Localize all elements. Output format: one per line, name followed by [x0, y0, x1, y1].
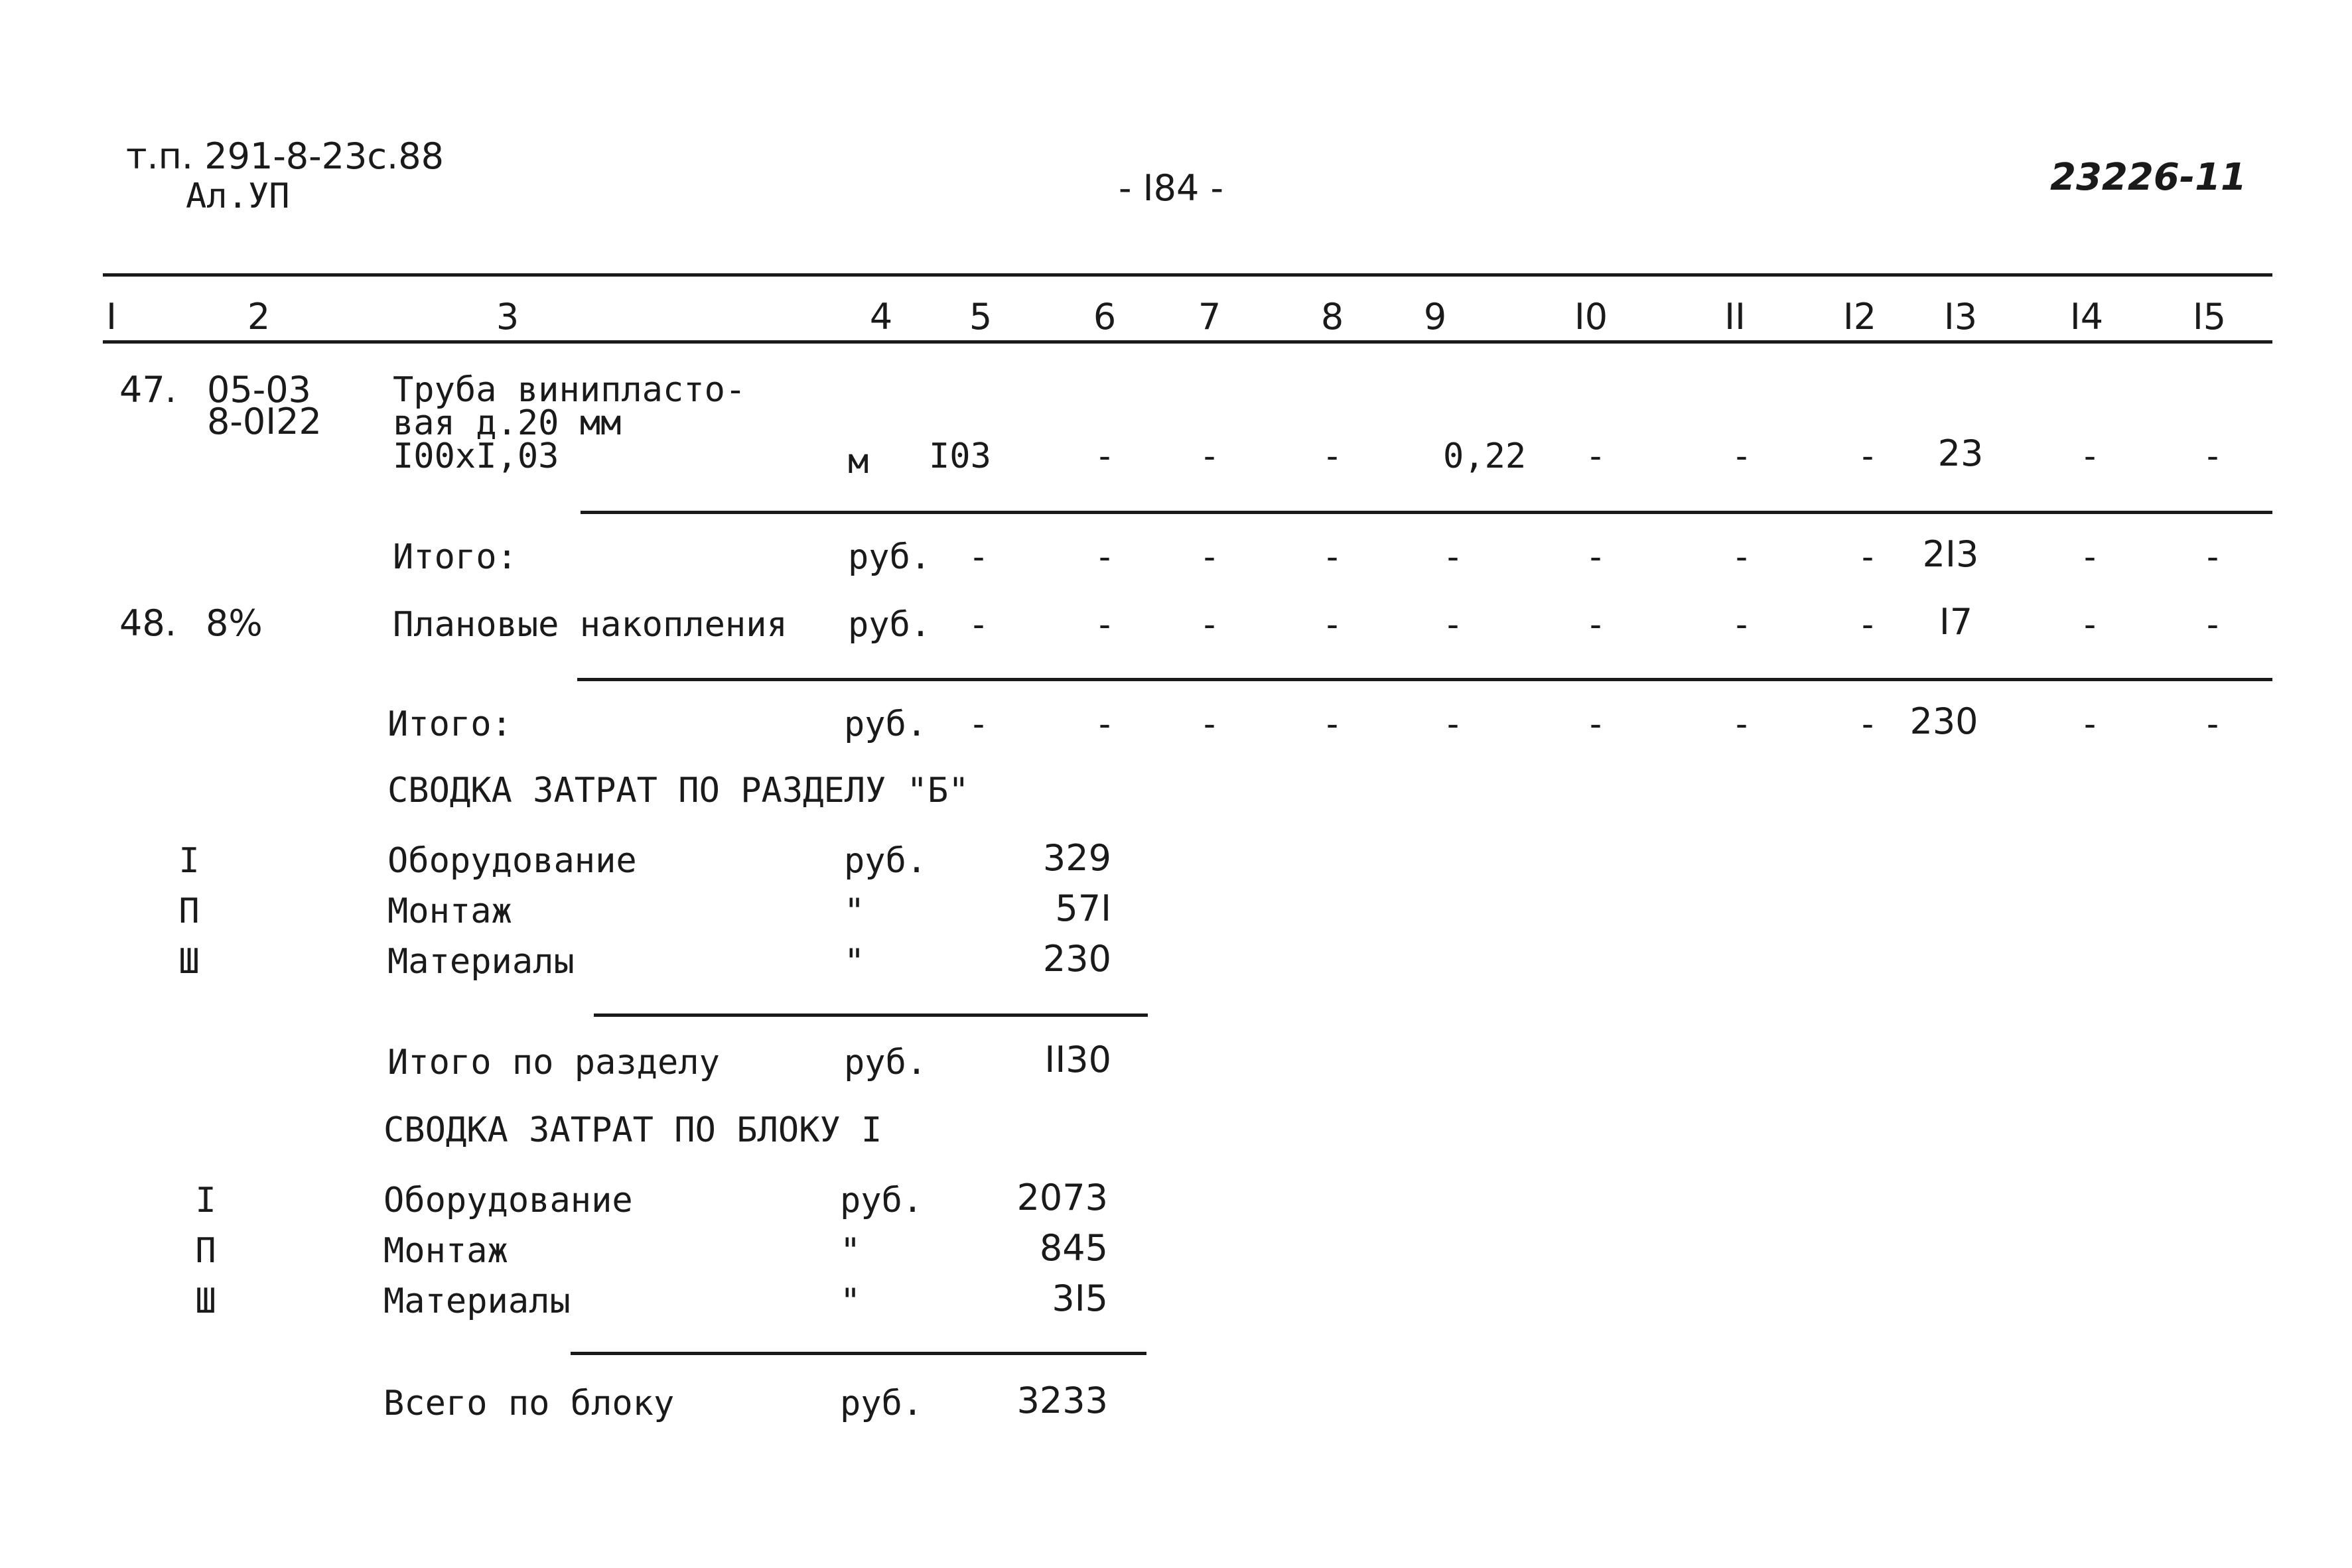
column-header: 7: [1198, 296, 1221, 338]
summary-value: 3I5: [1052, 1277, 1108, 1319]
cell-col15: -: [2202, 605, 2223, 645]
column-header: I2: [1842, 296, 1877, 338]
item-number: 48.: [119, 602, 176, 644]
cell-col12: -: [1857, 605, 1878, 645]
table-top-rule: [103, 273, 2272, 277]
page-number: - I84 -: [1119, 167, 1223, 209]
inventory-stamp: 23226-11: [2050, 156, 2247, 199]
cell-col6: -: [1094, 605, 1115, 645]
summary-label: Монтаж: [383, 1231, 508, 1271]
column-header: 2: [247, 296, 271, 338]
table-header-rule: [103, 340, 2272, 344]
summary-label: Оборудование: [387, 841, 637, 881]
summary-roman: П: [178, 891, 200, 931]
item-description: I00xI,03: [393, 436, 559, 476]
cell-col8: -: [1322, 537, 1343, 577]
item-description: Труба винипласто-: [393, 370, 746, 410]
cell-col13: 2I3: [1922, 533, 1979, 575]
summary-value: 2073: [1016, 1177, 1108, 1218]
cell-col14: -: [2079, 704, 2101, 744]
item-unit: руб.: [848, 605, 932, 645]
cell-col10: -: [1585, 704, 1606, 744]
cell-col14: -: [2079, 436, 2101, 476]
summary-label: Материалы: [387, 942, 575, 982]
cell-col7: -: [1199, 704, 1220, 744]
cell-col12: -: [1857, 436, 1878, 476]
cell-col10: -: [1585, 537, 1606, 577]
cell-col10: -: [1585, 436, 1606, 476]
column-header: I: [106, 296, 117, 338]
cell-col9: -: [1442, 704, 1464, 744]
cell-col9: 0,22: [1443, 436, 1527, 476]
summary-value: 57I: [1055, 887, 1111, 929]
column-header: I3: [1943, 296, 1978, 338]
total-unit: руб.: [848, 537, 932, 577]
cell-col6: -: [1094, 704, 1115, 744]
column-header: 8: [1320, 296, 1344, 338]
cell-col5: -: [968, 537, 989, 577]
cell-col11: -: [1731, 537, 1752, 577]
cell-col5: -: [968, 704, 989, 744]
block-summary-title: СВОДКА ЗАТРАТ ПО БЛОКУ I: [383, 1110, 882, 1150]
column-header: 6: [1093, 296, 1117, 338]
summary-value: 845: [1039, 1227, 1108, 1269]
summary-unit: руб.: [840, 1181, 924, 1220]
summary-total-label: Всего по блоку: [383, 1384, 675, 1423]
item-unit: м: [848, 442, 869, 482]
summary-unit: ": [840, 1281, 861, 1321]
summary-total-value: II30: [1044, 1039, 1111, 1080]
cell-col14: -: [2079, 537, 2101, 577]
summary-unit: ": [840, 1231, 861, 1271]
column-header: 9: [1423, 296, 1447, 338]
cell-col8: -: [1322, 605, 1343, 645]
summary-roman: Ш: [195, 1281, 216, 1321]
total-unit: руб.: [844, 704, 928, 744]
column-header: I4: [2069, 296, 2104, 338]
subtotal-rule: [581, 511, 2272, 514]
cell-col11: -: [1731, 436, 1752, 476]
cell-col9: -: [1442, 537, 1464, 577]
item-code: 8%: [206, 602, 263, 644]
cell-col7: -: [1199, 436, 1220, 476]
cell-col10: -: [1585, 605, 1606, 645]
summary-total-rule: [594, 1013, 1148, 1017]
summary-value: 329: [1042, 837, 1111, 879]
summary-total-label: Итого по разделу: [387, 1043, 720, 1082]
summary-roman: П: [195, 1231, 216, 1271]
cell-col12: -: [1857, 537, 1878, 577]
cell-col6: -: [1094, 436, 1115, 476]
item-description: Плановые накопления: [393, 605, 788, 645]
summary-roman: I: [178, 841, 200, 881]
column-header: 4: [869, 296, 893, 338]
summary-unit: ": [844, 942, 865, 982]
summary-unit: ": [844, 891, 865, 931]
item-code: 05-03: [207, 369, 311, 411]
cell-col7: -: [1199, 605, 1220, 645]
item-description: вая д.20 мм: [393, 403, 622, 443]
cell-col6: -: [1094, 537, 1115, 577]
column-header: II: [1724, 296, 1746, 338]
summary-label: Материалы: [383, 1281, 571, 1321]
item-code: 8-0I22: [207, 401, 322, 442]
cell-col5: -: [968, 605, 989, 645]
cell-col8: -: [1322, 704, 1343, 744]
cell-col13: 230: [1909, 700, 1978, 742]
cell-col13: 23: [1937, 432, 1984, 474]
summary-value: 230: [1042, 938, 1111, 980]
cell-col13: I7: [1939, 601, 1973, 643]
column-header: I5: [2192, 296, 2227, 338]
summary-label: Оборудование: [383, 1181, 633, 1220]
section-summary-title: СВОДКА ЗАТРАТ ПО РАЗДЕЛУ "Б": [387, 771, 969, 811]
cell-col7: -: [1199, 537, 1220, 577]
summary-unit: руб.: [844, 841, 928, 881]
cell-col11: -: [1731, 605, 1752, 645]
cell-col8: -: [1322, 436, 1343, 476]
total-label: Итого:: [387, 704, 512, 744]
column-header: I0: [1574, 296, 1608, 338]
cell-col9: -: [1442, 605, 1464, 645]
document-reference: т.п. 291-8-23с.88: [126, 135, 444, 177]
column-header: 5: [969, 296, 993, 338]
cell-col15: -: [2202, 704, 2223, 744]
column-header: 3: [496, 296, 519, 338]
cell-col12: -: [1857, 704, 1878, 744]
item-number: 47.: [119, 369, 176, 411]
summary-roman: I: [195, 1181, 216, 1220]
summary-roman: Ш: [178, 942, 200, 982]
total-label: Итого:: [393, 537, 518, 577]
album-label: Ал.УП: [186, 176, 290, 216]
subtotal-rule: [577, 678, 2272, 681]
summary-total-value: 3233: [1016, 1380, 1108, 1421]
cell-col5: I03: [929, 436, 991, 476]
cell-col15: -: [2202, 436, 2223, 476]
cell-col14: -: [2079, 605, 2101, 645]
summary-total-rule: [571, 1352, 1146, 1355]
cell-col15: -: [2202, 537, 2223, 577]
summary-label: Монтаж: [387, 891, 512, 931]
summary-total-unit: руб.: [844, 1043, 928, 1082]
cell-col11: -: [1731, 704, 1752, 744]
summary-total-unit: руб.: [840, 1384, 924, 1423]
